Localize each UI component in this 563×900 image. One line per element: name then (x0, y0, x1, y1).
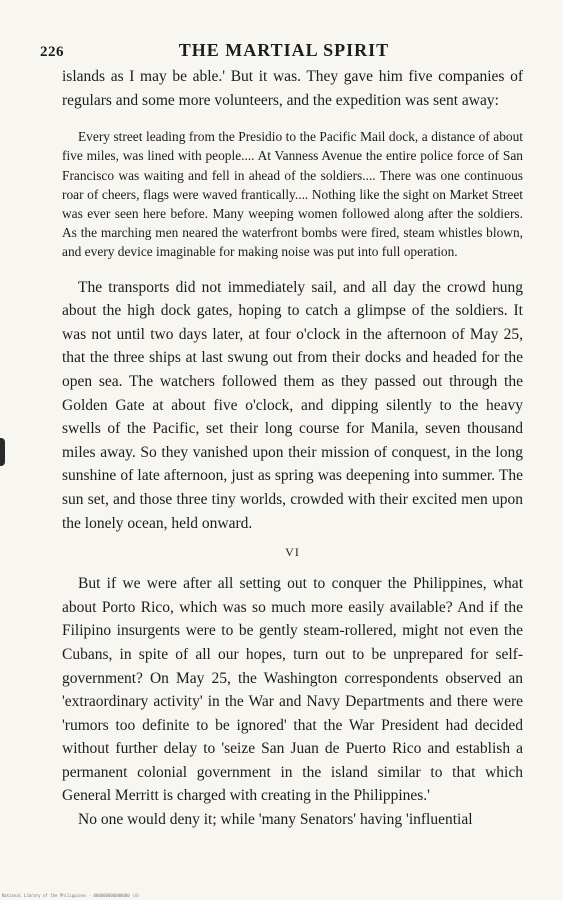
running-head: THE MARTIAL SPIRIT (178, 40, 390, 60)
page-body (62, 65, 523, 832)
library-stamp: National Library of the Philippines · 000000000000000 (4) (2, 893, 140, 898)
page-number: 226 (40, 44, 64, 60)
section-heading: VI (285, 545, 300, 560)
block-quotation: Every street leading from the Presidio to the Pacific Mail dock, a distance of about five miles, was lined with people.... At Vanness Avenue the entire police force of San Francisco was waiting and fell in ahead of the soldiers.... There was one continuous roar of cheers, flags were waved frantically.... Nothing like the sight on Market Street was ever seen here before. Many weeping women followed along after the soldiers. As the marching men neared the waterfront bombs were fired, steam whistles blown, and every device imaginable for making noise was put into full operation. (62, 129, 523, 260)
paragraph-opening: islands as I may be able.' But it was. They gave him five companies of regulars and some more volunteers, and the expedition was sent away: (62, 68, 523, 109)
paragraph-transports: The transports did not immediately sail, and all day the crowd hung about the high dock gates, hoping to catch a glimpse of the soldiers. It was not until two days later, at four o'clock in the afternoon of May 25, that the three ships at last swung out from their docks and headed for the open sea. The watchers followed them as they passed out through the Golden Gate at about five o'clock, and dipping silently to the heavy swells of the Pacific, set their long course for Manila, seven thousand miles away. So they vanished upon their mission of conquest, in the long sunshine of late afternoon, just as spring was deepening into summer. The sun set, and those three tiny worlds, crowded with their excited men upon the lonely ocean, held onward. (62, 278, 523, 532)
paragraph-closing: No one would deny it; while 'many Senators' having 'influential (78, 811, 473, 829)
binding-shadow (0, 438, 5, 466)
paragraph-porto-rico: But if we were after all setting out to conquer the Philippines, what about Porto Rico, which was so much more easily available? And if the Filipino insurgents were to be gently steam-rollered, might not even the Cubans, in spite of all our hopes, turn out to be unprepared for self-government? On May 25, the Washington correspondents observed an 'extraordinary activity' in the War and Navy Departments and there were 'rumors too definite to be ignored' that the War President had decided without further delay to 'seize San Juan de Puerto Rico and establish a permanent colonial government in the island similar to that which General Merritt is charged with creating in the Philippines.' (62, 575, 523, 805)
page-header (40, 40, 528, 64)
